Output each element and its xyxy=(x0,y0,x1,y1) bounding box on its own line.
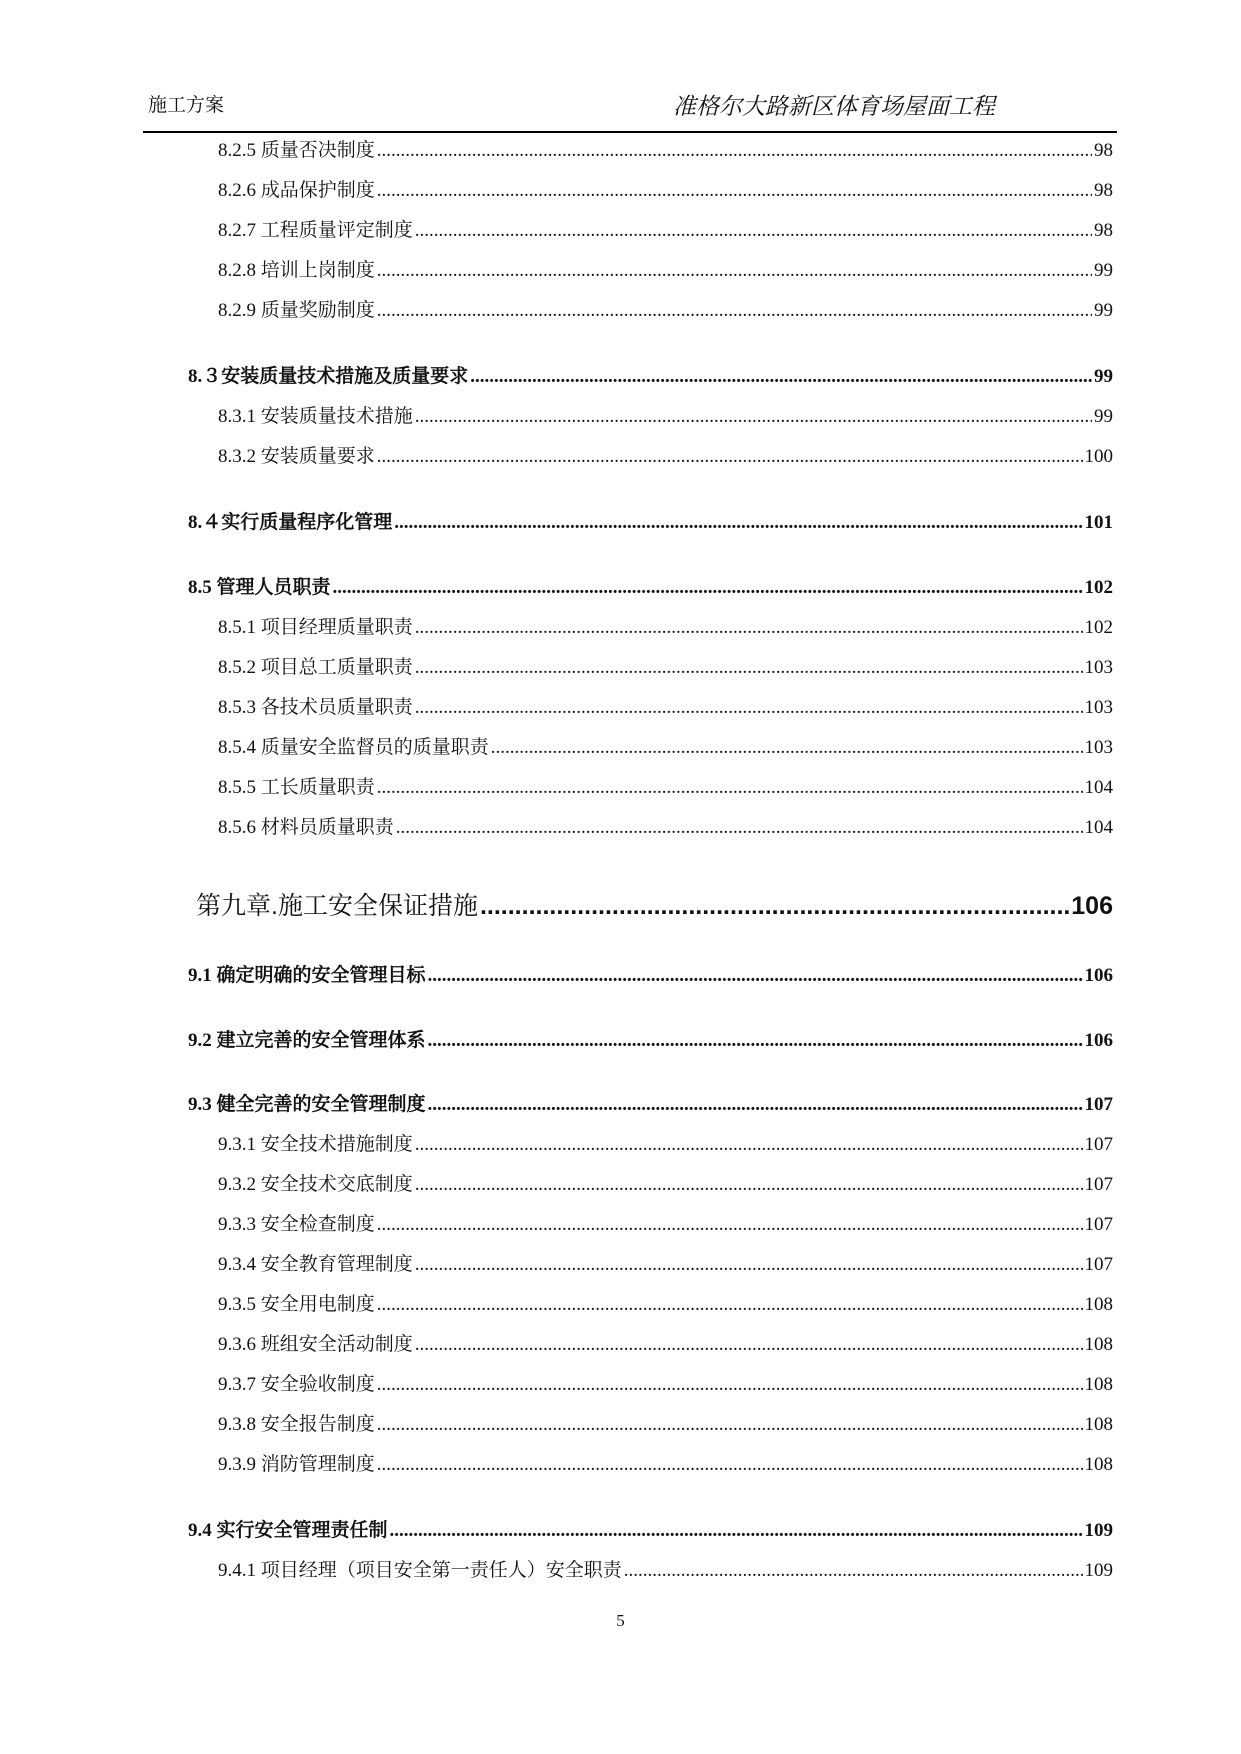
toc-leader-dots xyxy=(415,406,1092,428)
toc-entry-page: 103 xyxy=(1084,737,1113,758)
toc-entry[interactable] xyxy=(0,772,1241,799)
toc-entry-page: 108 xyxy=(1084,1374,1113,1395)
toc-leader-dots xyxy=(415,1174,1083,1196)
toc-entry-page: 106 xyxy=(1071,892,1113,920)
toc-entry-page: 99 xyxy=(1094,366,1113,387)
toc-entry-page: 98 xyxy=(1094,140,1113,161)
toc-entry-page: 106 xyxy=(1084,1030,1113,1051)
toc-entry[interactable] xyxy=(0,1025,1241,1052)
toc-leader-dots xyxy=(396,817,1083,839)
toc-entry[interactable] xyxy=(0,812,1241,839)
toc-entry-title: 9.3.1 安全技术措施制度 xyxy=(218,1134,413,1155)
toc-entry-title: 9.3.8 安全报告制度 xyxy=(218,1414,375,1435)
toc-leader-dots xyxy=(415,1134,1083,1156)
toc-entry-page: 103 xyxy=(1084,697,1113,718)
header-doc-type: 施工方案 xyxy=(148,95,225,116)
toc-entry-page: 108 xyxy=(1084,1294,1113,1315)
toc-entry-title: 8.2.6 成品保护制度 xyxy=(218,180,375,201)
toc-leader-dots xyxy=(415,617,1083,639)
header-divider xyxy=(143,131,1117,133)
toc-entry[interactable] xyxy=(0,255,1241,282)
toc-entry-page: 98 xyxy=(1094,220,1113,241)
toc-leader-dots xyxy=(415,1254,1083,1276)
toc-entry[interactable] xyxy=(0,1209,1241,1236)
toc-entry[interactable] xyxy=(0,361,1241,388)
toc-entry-page: 107 xyxy=(1084,1174,1113,1195)
toc-entry[interactable] xyxy=(0,401,1241,428)
toc-entry[interactable] xyxy=(0,1289,1241,1316)
toc-entry-page: 103 xyxy=(1084,657,1113,678)
toc-leader-dots xyxy=(377,1454,1083,1476)
toc-entry[interactable] xyxy=(0,612,1241,639)
toc-entry-title: 9.3.9 消防管理制度 xyxy=(218,1454,375,1475)
toc-entry-title: 9.3 健全完善的安全管理制度 xyxy=(188,1094,426,1115)
toc-entry-page: 108 xyxy=(1084,1414,1113,1435)
toc-entry-title: 9.3.5 安全用电制度 xyxy=(218,1294,375,1315)
toc-entry-title: 9.3.4 安全教育管理制度 xyxy=(218,1254,413,1275)
toc-leader-dots xyxy=(377,140,1092,162)
toc-leader-dots xyxy=(377,1214,1083,1236)
toc-entry[interactable] xyxy=(0,1555,1241,1582)
toc-entry-title: 8.2.5 质量否决制度 xyxy=(218,140,375,161)
toc-leader-dots xyxy=(415,657,1083,679)
toc-entry-title: 9.3.6 班组安全活动制度 xyxy=(218,1334,413,1355)
toc-entry[interactable] xyxy=(0,1449,1241,1476)
toc-leader-dots xyxy=(377,1374,1083,1396)
toc-entry[interactable] xyxy=(0,507,1241,534)
toc-entry[interactable] xyxy=(0,1089,1241,1116)
toc-leader-dots xyxy=(415,697,1083,719)
toc-leader-dots xyxy=(333,577,1083,599)
toc-leader-dots xyxy=(428,1030,1083,1052)
toc-entry-title: 9.2 建立完善的安全管理体系 xyxy=(188,1030,426,1051)
toc-entry[interactable] xyxy=(0,1129,1241,1156)
toc-entry-page: 102 xyxy=(1084,617,1113,638)
toc-entry-title: 8.3.1 安装质量技术措施 xyxy=(218,406,413,427)
toc-leader-dots xyxy=(480,892,1069,921)
toc-entry-title: 8.5.3 各技术员质量职责 xyxy=(218,697,413,718)
toc-leader-dots xyxy=(624,1560,1083,1582)
toc-leader-dots xyxy=(428,965,1083,987)
toc-entry[interactable] xyxy=(0,572,1241,599)
toc-entry-page: 104 xyxy=(1084,777,1113,798)
toc-leader-dots xyxy=(377,180,1092,202)
toc-entry[interactable] xyxy=(0,215,1241,242)
toc-entry-title: 8.5.4 质量安全监督员的质量职责 xyxy=(218,737,489,758)
toc-entry-page: 107 xyxy=(1084,1094,1113,1115)
toc-leader-dots xyxy=(390,1520,1083,1542)
toc-entry[interactable] xyxy=(0,732,1241,759)
toc-entry[interactable] xyxy=(0,1169,1241,1196)
toc-entry-title: 8.３安装质量技术措施及质量要求 xyxy=(188,366,469,387)
toc-entry-page: 108 xyxy=(1084,1334,1113,1355)
toc-entry-title: 9.3.3 安全检查制度 xyxy=(218,1214,375,1235)
toc-entry-title: 8.2.9 质量奖励制度 xyxy=(218,300,375,321)
toc-entry-page: 100 xyxy=(1084,446,1113,467)
toc-entry-page: 109 xyxy=(1084,1520,1113,1541)
toc-leader-dots xyxy=(377,777,1083,799)
toc-entry-title: 8.5.5 工长质量职责 xyxy=(218,777,375,798)
toc-leader-dots xyxy=(415,1334,1083,1356)
toc-entry[interactable] xyxy=(0,175,1241,202)
toc-leader-dots xyxy=(377,300,1092,322)
toc-entry[interactable] xyxy=(0,960,1241,987)
toc-entry-title: 8.3.2 安装质量要求 xyxy=(218,446,375,467)
toc-entry-title: 第九章.施工安全保证措施 xyxy=(196,892,478,920)
toc-entry-page: 99 xyxy=(1094,300,1113,321)
toc-entry-title: 8.2.8 培训上岗制度 xyxy=(218,260,375,281)
toc-entry-page: 101 xyxy=(1084,512,1113,533)
toc-leader-dots xyxy=(415,220,1092,242)
toc-entry-page: 102 xyxy=(1084,577,1113,598)
toc-entry[interactable] xyxy=(0,652,1241,679)
toc-entry-page: 109 xyxy=(1084,1560,1113,1581)
toc-entry-title: 9.4.1 项目经理（项目安全第一责任人）安全职责 xyxy=(218,1560,622,1581)
toc-entry-page: 104 xyxy=(1084,817,1113,838)
toc-leader-dots xyxy=(491,737,1083,759)
toc-entry-title: 8.5.2 项目总工质量职责 xyxy=(218,657,413,678)
toc-entry[interactable] xyxy=(0,1409,1241,1436)
toc-leader-dots xyxy=(377,1294,1083,1316)
toc-entry[interactable] xyxy=(0,1329,1241,1356)
toc-entry-title: 8.5.1 项目经理质量职责 xyxy=(218,617,413,638)
toc-entry-page: 99 xyxy=(1094,260,1113,281)
toc-leader-dots xyxy=(394,512,1082,534)
toc-entry[interactable] xyxy=(0,692,1241,719)
toc-entry-title: 9.3.7 安全验收制度 xyxy=(218,1374,375,1395)
toc-entry-title: 8.5 管理人员职责 xyxy=(188,577,331,598)
toc-entry[interactable] xyxy=(0,135,1241,162)
toc-entry-title: 9.4 实行安全管理责任制 xyxy=(188,1520,388,1541)
header-project-title: 准格尔大路新区体育场屋面工程 xyxy=(673,94,995,119)
toc-entry-page: 107 xyxy=(1084,1214,1113,1235)
toc-entry-page: 107 xyxy=(1084,1134,1113,1155)
toc-entry-page: 99 xyxy=(1094,406,1113,427)
toc-entry-title: 8.5.6 材料员质量职责 xyxy=(218,817,394,838)
toc-entry-page: 107 xyxy=(1084,1254,1113,1275)
toc-entry-page: 98 xyxy=(1094,180,1113,201)
toc-entry[interactable] xyxy=(0,1249,1241,1276)
toc-entry[interactable] xyxy=(0,886,1241,922)
toc-entry[interactable] xyxy=(0,1369,1241,1396)
toc-leader-dots xyxy=(377,260,1092,282)
toc-entry[interactable] xyxy=(0,1515,1241,1542)
toc-leader-dots xyxy=(377,446,1083,468)
toc-entry-title: 8.４实行质量程序化管理 xyxy=(188,512,393,533)
toc-leader-dots xyxy=(470,366,1092,388)
toc-leader-dots xyxy=(377,1414,1083,1436)
toc-entry[interactable] xyxy=(0,441,1241,468)
toc-entry-page: 106 xyxy=(1084,965,1113,986)
toc-entry-page: 108 xyxy=(1084,1454,1113,1475)
toc-leader-dots xyxy=(428,1094,1083,1116)
page-number: 5 xyxy=(616,1611,625,1630)
toc-entry-title: 9.1 确定明确的安全管理目标 xyxy=(188,965,426,986)
toc-entry-title: 8.2.7 工程质量评定制度 xyxy=(218,220,413,241)
toc-entry[interactable] xyxy=(0,295,1241,322)
toc-entry-title: 9.3.2 安全技术交底制度 xyxy=(218,1174,413,1195)
